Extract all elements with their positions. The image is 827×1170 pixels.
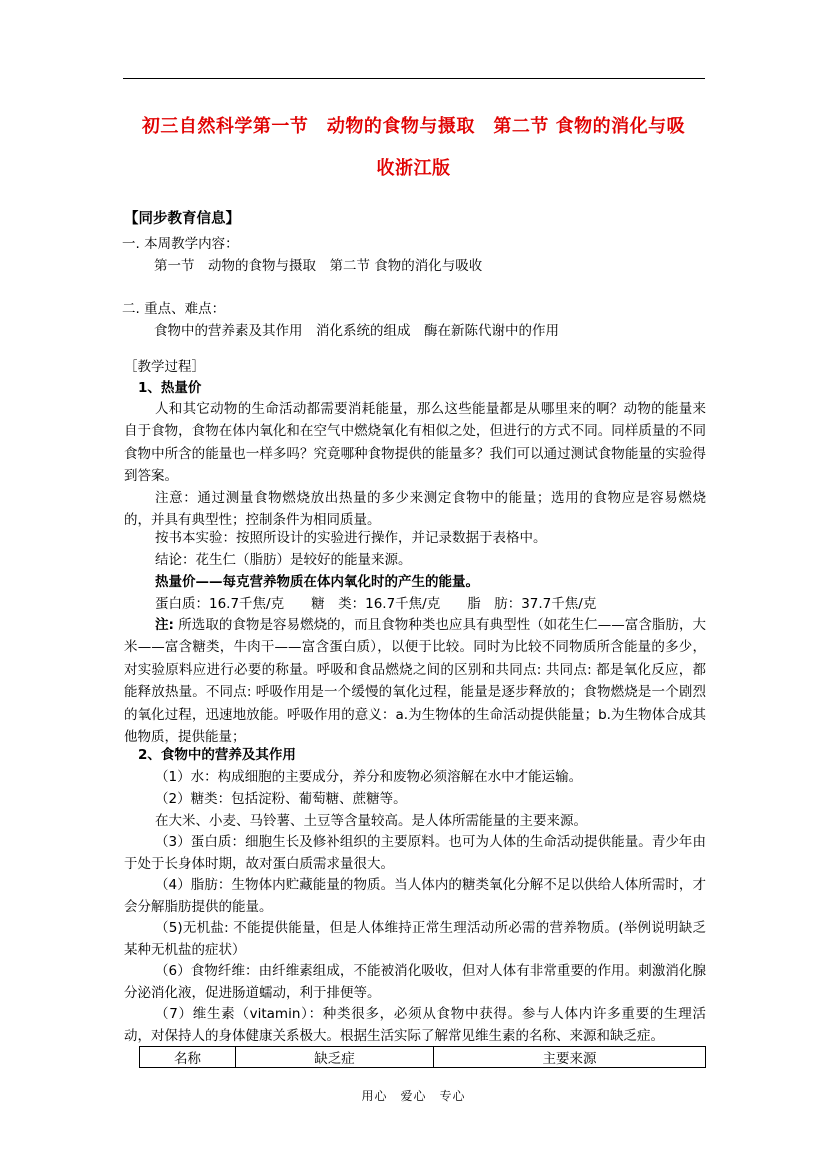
paragraph-conclusion: 结论：花生仁（脂肪）是较好的能量来源。 [155, 552, 412, 568]
table-header-source: 主要来源 [434, 1047, 706, 1068]
paragraph-experiment: 按书本实验：按照所设计的实验进行操作，并记录数据于表格中。 [155, 530, 547, 546]
section1-content: 第一节 动物的食物与摄取 第二节 食物的消化与吸收 [154, 258, 483, 274]
page-footer: 用心 爱心 专心 [361, 1089, 466, 1103]
section2-heading: 二. 重点、难点： [122, 301, 226, 317]
nutrient-minerals: （5)无机盐: 不能提供能量，但是人体维持正常生理活动所必需的营养物质。(举例说明缺乏某种无机盐的症状） [124, 920, 706, 959]
nutrient-carbohydrate: （2）糖类：包括淀粉、葡萄糖、蔗糖等。 [155, 791, 407, 807]
nutrient-carbohydrate-sources: 在大米、小麦、马铃薯、土豆等含量较高。是人体所需能量的主要来源。 [155, 813, 587, 829]
header-rule [123, 78, 705, 79]
nutrient-vitamin: （7）维生素（vitamin）：种类很多，必须从食物中获得。参与人体内许多重要的生理活动，对保持人的身体健康关系极大。根据生活实际了解常见维生素的名称、来源和缺乏症。 [124, 1006, 706, 1045]
paragraph-note: 注意：通过测量食物燃烧放出热量的多少来测定食物中的能量；选用的食物应是容易燃烧的，并具有典型性；控制条件为相同质量。 [124, 490, 706, 529]
document-title-line2: 收浙江版 [376, 158, 451, 179]
nutrient-fat: （4）脂肪：生物体内贮藏能量的物质。当人体内的糖类氧化分解不足以供给人体所需时，才会分解脂肪提供的能量。 [124, 877, 706, 916]
remark-text: 所选取的食物是容易燃烧的，而且食物种类也应具有典型性（如花生仁——富含脂肪，大米——富含糖类，牛肉干——富含蛋白质），以便于比较。同时为比较不同物质所含能量的多少，对实验原料应进行必要的称量。呼吸和食品燃烧之间的区别和共同点: 共同点: 都是氧化反应，都能释放热量。不同点: 呼吸作用是一个缓慢的氧化过程，能量是逐步释放的；食物燃烧是一个剧烈的氧化过程，迅速地放能。呼吸作用的意义：a.为生物体的生命活动提供能量；b.为生物体合成其他物质，提供能量； [124, 617, 706, 746]
paragraph-calorie-definition: 热量价——每克营养物质在体内氧化时的产生的能量。 [155, 574, 479, 590]
section1-heading: 一. 本周教学内容： [122, 236, 239, 252]
paragraph-remark [124, 614, 706, 748]
process-label: ［教学过程］ [124, 359, 205, 375]
paragraph-energy-intro: 人和其它动物的生命活动都需要消耗能量，那么这些能量都是从哪里来的啊？动物的能量来自于食物，食物在体内氧化和在空气中燃烧氧化有相似之处，但进行的方式不同。同样质量的不同食物中所含的能量也一样多吗？究竟哪种食物提供的能量多？我们可以通过测试食物能量的实验得到答案。 [124, 401, 706, 485]
vitamin-table [139, 1046, 706, 1068]
nutrient-fiber: （6）食物纤维：由纤维素组成，不能被消化吸收，但对人体有非常重要的作用。刺激消化腺分泌消化液，促进肠道蠕动，利于排便等。 [124, 963, 706, 1002]
table-header-name: 名称 [140, 1047, 236, 1068]
table-header-row [140, 1047, 706, 1068]
section-header: 【同步教育信息】 [124, 211, 240, 227]
heading-nutrients: 2、食物中的营养及其作用 [138, 747, 296, 763]
nutrient-water: （1）水：构成细胞的主要成分，养分和废物必须溶解在水中才能运输。 [155, 769, 583, 785]
remark-label: 注: [155, 617, 174, 633]
document-title-line1: 初三自然科学第一节 动物的食物与摄取 第二节 食物的消化与吸 [141, 116, 686, 137]
section2-content: 食物中的营养素及其作用 消化系统的组成 酶在新陈代谢中的作用 [154, 323, 559, 339]
heading-calorie-value: 1、热量价 [138, 380, 202, 396]
table-header-deficiency: 缺乏症 [236, 1047, 434, 1068]
paragraph-calorie-values: 蛋白质：16.7千焦/克 糖 类：16.7千焦/克 脂 肪：37.7千焦/克 [155, 596, 597, 612]
nutrient-protein: （3）蛋白质：细胞生长及修补组织的主要原料。也可为人体的生命活动提供能量。青少年由于处于长身体时期，故对蛋白质需求量很大。 [124, 834, 706, 873]
